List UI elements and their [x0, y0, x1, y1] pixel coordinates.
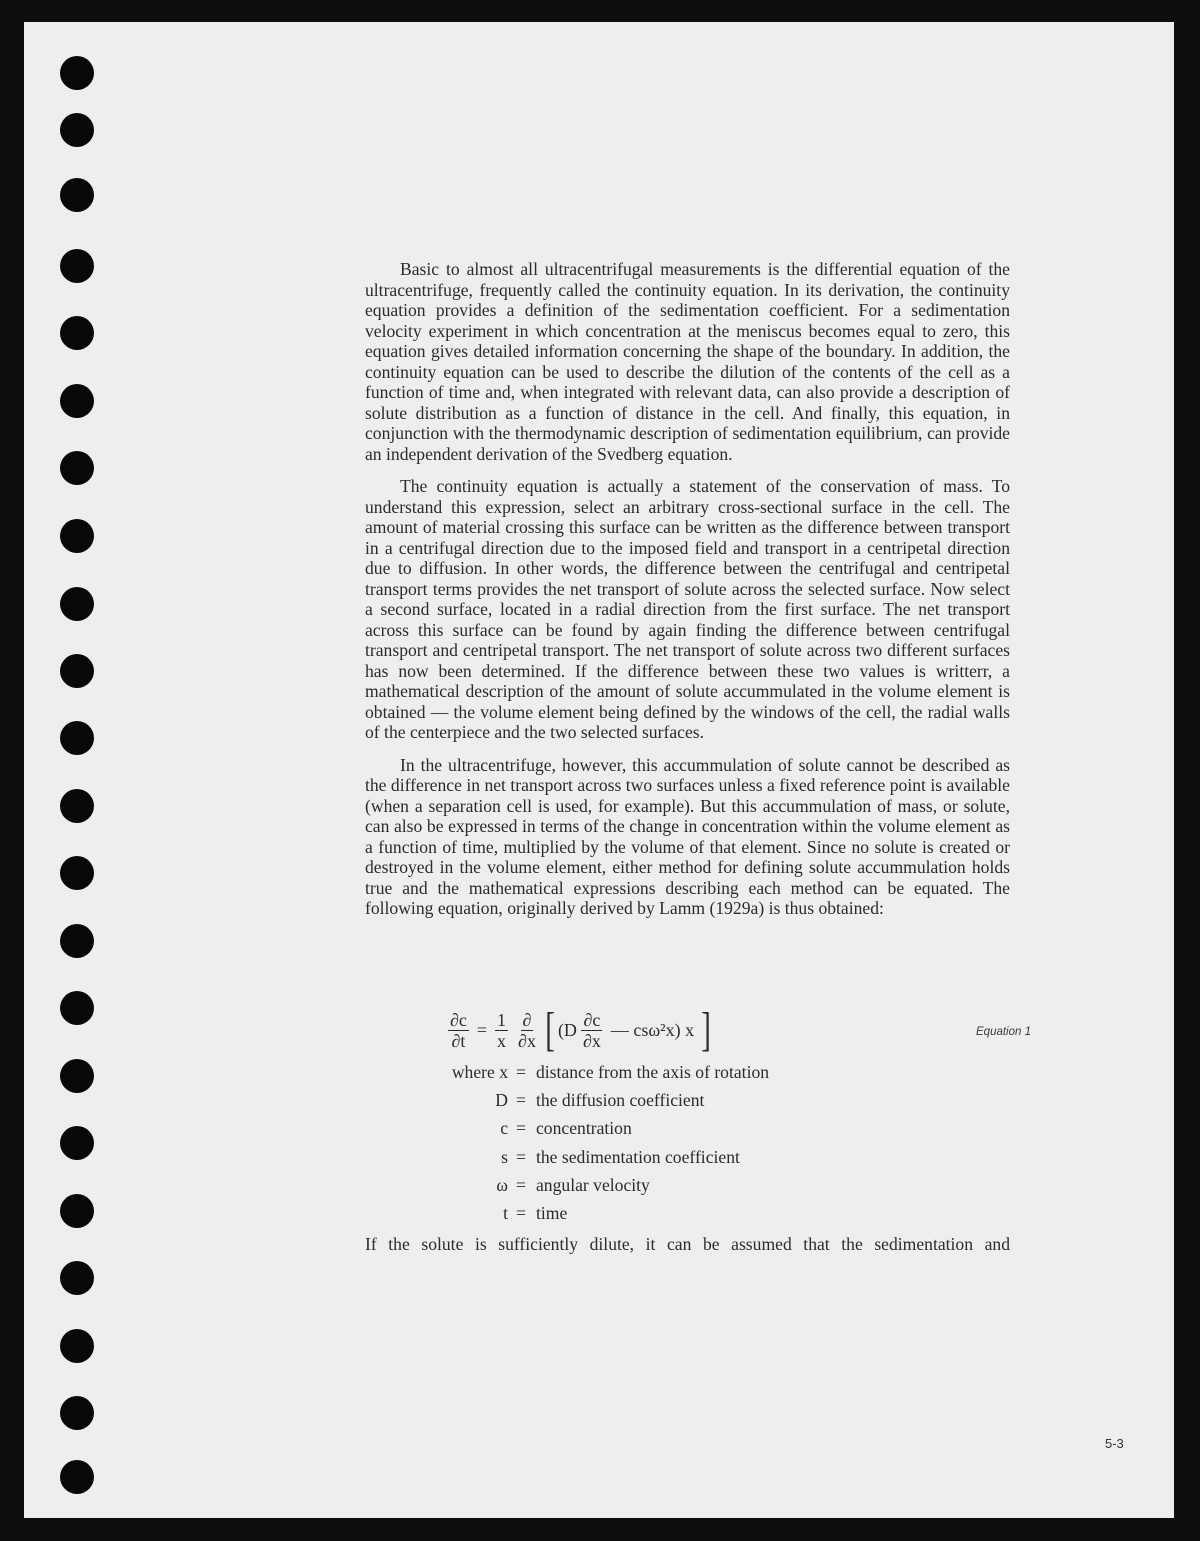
definition-symbol: ω — [496, 1174, 508, 1195]
equals-sign: = — [476, 1019, 488, 1040]
paragraph: The continuity equation is actually a statement of the conservation of mass. To understand this expression, select an arbitrary cross-sectional surface in the cell. The amount of material crossing this surface can be written as the difference between transport in a centrifugal direction due to the imposed field and transport in a centripetal direction due to diffusion. In other words, the difference between the centrifugal and centripetal transport terms provides the net transport of solute across the selected surface. Now select a second surface, located in a radial direction from the first surface. The net transport across this surface can be found by again finding the difference between centrifugal transport and centripetal transport. The net transport of solute across two different surfaces has now been determined. If the difference between these two values is writterr, a mathematical description of the amount of solute accummulated in the volume element is obtained — the volume element being defined by the windows of the cell, the radial walls of the centerpiece and the two selected surfaces. — [365, 476, 1010, 742]
denominator: ∂x — [518, 1030, 536, 1051]
binder-hole — [60, 316, 94, 350]
numerator: ∂c — [450, 1009, 467, 1030]
binder-hole — [60, 1329, 94, 1363]
binder-hole — [60, 1261, 94, 1295]
binder-hole — [60, 451, 94, 485]
binder-hole — [60, 1460, 94, 1494]
binder-hole — [60, 991, 94, 1025]
fraction — [495, 1010, 508, 1051]
fraction — [581, 1010, 603, 1051]
binder-holes — [24, 22, 124, 1518]
page-number: 5-3 — [1105, 1436, 1124, 1451]
denominator: ∂t — [451, 1030, 466, 1051]
numerator: 1 — [497, 1009, 507, 1030]
equals-sign: = — [516, 1146, 526, 1167]
binder-hole — [60, 924, 94, 958]
binder-hole — [60, 1194, 94, 1228]
numerator: ∂ — [522, 1009, 532, 1030]
denominator: x — [497, 1030, 507, 1051]
open-bracket: [ — [545, 1003, 555, 1056]
definition-text: time — [536, 1202, 568, 1223]
paragraph: Basic to almost all ultracentrifugal measurements is the differential equation of the ultracentrifuge, frequently called the continuity equation. In its derivation, the continuity equation provides a definition of the sedimentation coefficient. For a sedimentation velocity experiment in which concentration at the meniscus becomes equal to zero, this equation gives detailed information concerning the shape of the boundary. In addition, the continuity equation can be used to describe the dilution of the contents of the cell as a function of time and, when integrated with relevant data, can also provide a description of solute distribution as a function of distance in the cell. And finally, this equation, in conjunction with the thermodynamic description of sedimentation equilibrium, can provide an independent derivation of the Svedberg equation. — [365, 259, 1010, 464]
definition-symbol: t — [503, 1202, 508, 1223]
equals-sign: = — [516, 1118, 526, 1139]
binder-hole — [60, 1396, 94, 1430]
binder-hole — [60, 587, 94, 621]
sedimentation-term: — csω²x) x — [610, 1019, 695, 1040]
continuation-text: If the solute is sufficiently dilute, it can be assumed that the sedimentation and — [365, 1234, 1010, 1254]
document-page — [24, 22, 1174, 1518]
definition-symbol: where x — [451, 1062, 508, 1082]
equals-sign: = — [516, 1202, 526, 1223]
binder-hole — [60, 1126, 94, 1160]
equation-label: Equation 1 — [976, 1026, 1031, 1038]
definition-text: distance from the axis of rotation — [536, 1062, 770, 1082]
equals-sign: = — [516, 1090, 526, 1111]
binder-hole — [60, 654, 94, 688]
binder-hole — [60, 1059, 94, 1093]
definition-symbol: c — [500, 1118, 508, 1139]
binder-hole — [60, 856, 94, 890]
binder-hole — [60, 721, 94, 755]
binder-hole — [60, 113, 94, 147]
numerator: ∂c — [583, 1009, 601, 1030]
binder-hole — [60, 56, 94, 90]
binder-hole — [60, 789, 94, 823]
definition-text: the diffusion coefficient — [536, 1090, 705, 1111]
binder-hole — [60, 249, 94, 283]
fraction — [448, 1010, 469, 1051]
binder-hole — [60, 384, 94, 418]
definition-symbol: D — [495, 1090, 508, 1111]
equals-sign: = — [516, 1174, 526, 1195]
binder-hole — [60, 178, 94, 212]
lamm-equation — [444, 1004, 714, 1056]
definition-symbol: s — [501, 1146, 508, 1167]
denominator: ∂x — [582, 1030, 601, 1051]
definition-text: the sedimentation coefficient — [536, 1146, 740, 1167]
binder-hole — [60, 519, 94, 553]
definition-text: concentration — [536, 1118, 632, 1139]
definition-text: angular velocity — [536, 1174, 650, 1195]
paragraph: In the ultracentrifuge, however, this accummulation of solute cannot be described as the difference in net transport across two surfaces unless a fixed reference point is available (when a separation cell is used, for example). But this accummulation of mass, or solute, can also be expressed in terms of the change in concentration within the volume element as a function of time, multiplied by the volume of that element. Since no solute is created or destroyed in the volume element, either method for defining solute accummulation holds true and the mathematical expressions describing each method can be equated. The following equation, originally derived by Lamm (1929a) is thus obtained: — [365, 754, 1010, 918]
diffusion-term: (D — [557, 1019, 577, 1040]
equals-sign: = — [516, 1062, 526, 1082]
fraction — [516, 1010, 538, 1051]
body-text — [365, 259, 1010, 931]
close-bracket: ] — [701, 1003, 711, 1056]
